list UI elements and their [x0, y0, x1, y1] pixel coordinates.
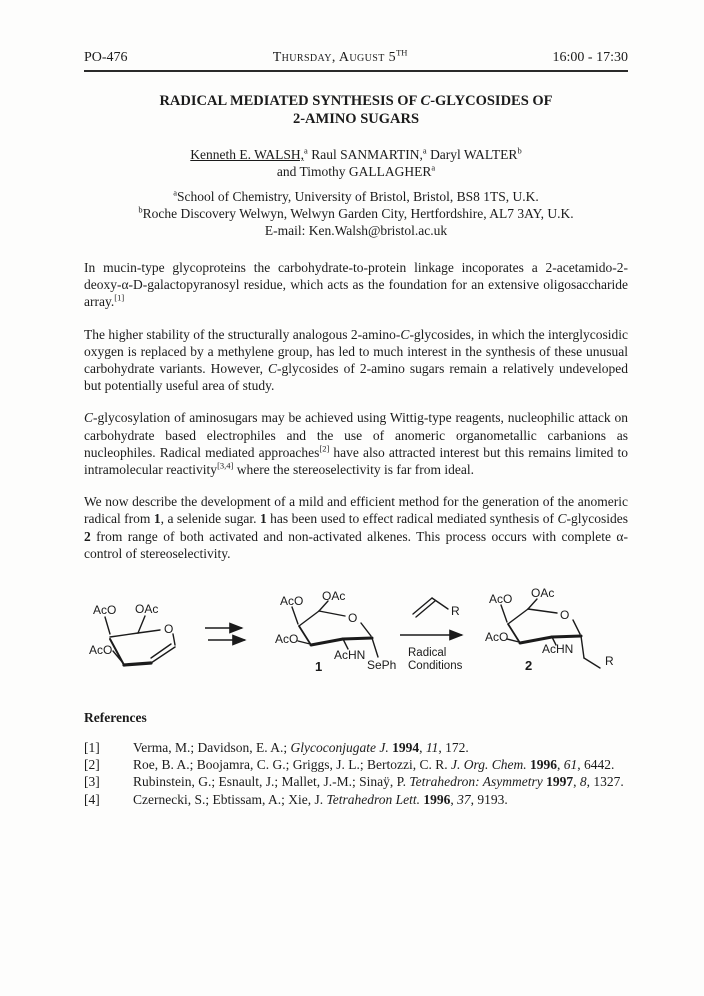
text-segment: Tetrahedron: Asymmetry	[409, 774, 543, 790]
alkene-structure	[413, 598, 448, 617]
c2-achn-label: AcHN	[542, 642, 574, 657]
author-line-1	[84, 146, 628, 163]
text-segment: C	[84, 410, 94, 426]
text-segment: 1996	[529, 757, 557, 773]
text-segment: E-mail: Ken.Walsh@bristol.ac.uk	[264, 223, 448, 238]
compound-2-structure	[501, 599, 600, 668]
text-segment: 11	[425, 740, 439, 756]
reference-item	[84, 739, 628, 756]
text-segment: -glycosides	[566, 511, 628, 527]
text-segment: , a selenide sugar.	[160, 511, 260, 527]
reference-label: [4]	[84, 791, 100, 807]
text-segment: Czernecki, S.; Ebtissam, A.; Xie, J.	[133, 791, 327, 807]
text-segment: 1	[259, 511, 267, 527]
text-segment: -glycosylation of aminosugars may be achieved using Wittig-type reagents, nucleophilic attack on carbohydrate based electrophiles and the use of anomeric organometallic carbanions as nucleophiles. Radical mediated approaches	[84, 410, 628, 460]
text-segment: 8	[579, 774, 587, 790]
text-segment: has been used to effect radical mediated synthesis of	[266, 511, 558, 527]
text-segment: , 9193.	[470, 791, 508, 807]
text-segment: ,	[573, 774, 580, 790]
session-day-suffix: TH	[396, 47, 408, 58]
text-segment: Tetrahedron Lett.	[326, 791, 420, 807]
c1-aco-top-label: AcO	[280, 594, 304, 609]
text-segment: 61	[563, 757, 578, 773]
text-segment: ,	[556, 757, 564, 773]
glycal-oac-top-label: OAc	[135, 602, 159, 617]
text-segment: 37	[457, 791, 471, 807]
c2-aco-top-label: AcO	[489, 592, 513, 607]
text-segment: Glycoconjugate J.	[290, 740, 389, 756]
reference-item	[84, 791, 628, 808]
author-line-2	[84, 163, 628, 180]
reaction-scheme	[84, 584, 628, 702]
text-segment: a	[431, 162, 436, 173]
text-segment: [2]	[319, 443, 330, 454]
reference-text	[133, 756, 628, 773]
c2-aco-left-label: AcO	[485, 630, 509, 645]
text-segment: RADICAL MEDIATED SYNTHESIS OF	[159, 93, 421, 109]
session-day-text: Thursday, August 5	[272, 50, 397, 65]
c1-aco-left-label: AcO	[275, 632, 299, 647]
header-rule	[84, 70, 628, 72]
text-segment: 1997	[546, 774, 574, 790]
multistep-arrows	[205, 628, 245, 640]
c2-ring-o-label: O	[560, 608, 570, 623]
reference-list	[84, 739, 628, 808]
text-segment: -GLYCOSIDES OF	[430, 93, 553, 109]
text-segment: , 172.	[438, 740, 469, 756]
session-code: PO-476	[84, 50, 128, 65]
text-segment: ,	[450, 791, 458, 807]
c1-seph-label: SePh	[367, 658, 397, 673]
session-header	[84, 47, 628, 66]
glycal-ring-o-label: O	[164, 622, 174, 637]
text-segment: In mucin-type glycoproteins the carbohydrate-to-protein linkage incoporates a 2-acetamido-2-deoxy-α-D-galactopyranosyl residue, which acts as the foundation for an extensive oligosaccharide array.	[84, 260, 628, 310]
text-segment: Rubinstein, G.; Esnault, J.; Mallet, J.-M.; Sinaÿ, P.	[133, 774, 410, 790]
abstract-paragraph-1	[84, 259, 628, 311]
abstract-paragraph-3	[84, 409, 628, 478]
reference-text	[133, 773, 628, 790]
session-day	[272, 47, 408, 66]
affiliations	[84, 188, 628, 239]
title-line-2	[84, 110, 628, 128]
compound-1-number: 1	[315, 659, 323, 675]
c1-oac-top-label: OAc	[322, 589, 346, 604]
text-segment: a	[304, 145, 308, 156]
text-segment: have also attracted interest but this remains limited to intramolecular reactivity	[84, 444, 628, 478]
text-segment: Raul SANMARTIN,	[307, 147, 423, 162]
text-segment: a	[173, 187, 177, 198]
references-heading: References	[84, 710, 147, 726]
text-segment: [1]	[114, 292, 125, 303]
text-segment: -glycosides, in which the interglycosidic oxygen is replaced by a methylene group, has led to much interest in the synthesis of these unusual carbohydrate variants. However,	[84, 326, 628, 377]
text-segment: Daryl WALTER	[426, 147, 518, 162]
alkene-r-label: R	[451, 604, 460, 619]
text-segment: from range of both activated and non-activated alkenes. This process occurs with complete α-control of stereoselectivity.	[84, 528, 628, 561]
title-line-1	[84, 92, 628, 110]
text-segment: 1996	[423, 791, 451, 807]
c1-ring-o-label: O	[348, 611, 358, 626]
glycal-aco-top-label: AcO	[93, 603, 117, 618]
email-line	[84, 222, 628, 239]
text-segment: b	[138, 204, 143, 215]
reference-label: [3]	[84, 774, 100, 790]
affiliation-a	[84, 188, 628, 205]
compound-2-number: 2	[525, 658, 533, 674]
text-segment: Roe, B. A.; Boojamra, C. G.; Griggs, J. L.; Bertozzi, C. R.	[133, 757, 451, 773]
reaction-scheme-container	[84, 584, 628, 702]
text-segment: where the stereoselectivity is far from ideal.	[233, 462, 475, 478]
affiliation-b	[84, 205, 628, 222]
text-segment: 2	[84, 528, 91, 544]
text-segment: 1	[153, 511, 161, 527]
text-segment: [3,4]	[217, 460, 234, 471]
text-segment: 1994	[392, 740, 420, 756]
text-segment: ,	[419, 740, 426, 756]
abstract-paragraph-4	[84, 493, 628, 562]
conditions-label-line1: Radical	[408, 647, 447, 660]
text-segment: C	[420, 93, 431, 109]
text-segment: We now describe the development of a mild and efficient method for the generation of the anomeric radical from	[84, 494, 628, 527]
glycal-aco-left-label: AcO	[89, 643, 113, 658]
c2-r-label: R	[605, 654, 614, 669]
text-segment: a	[422, 145, 427, 156]
text-segment: Verma, M.; Davidson, E. A.;	[133, 740, 291, 756]
reference-item	[84, 773, 628, 790]
c2-oac-top-label: OAc	[531, 586, 555, 601]
text-segment: J. Org. Chem.	[450, 757, 527, 773]
text-segment: School of Chemistry, University of Bristol, Bristol, BS8 1TS, U.K.	[177, 189, 539, 204]
text-segment: C	[400, 326, 410, 342]
text-segment: Kenneth E. WALSH,	[190, 147, 305, 162]
text-segment: b	[517, 145, 522, 156]
text-segment: , 1327.	[586, 774, 624, 790]
author-list	[84, 146, 628, 180]
session-time: 16:00 - 17:30	[552, 50, 628, 65]
text-segment: and Timothy GALLAGHER	[276, 164, 432, 179]
reference-label: [2]	[84, 757, 100, 773]
reference-text	[133, 739, 628, 756]
conditions-label-line2: Conditions	[408, 660, 463, 673]
text-segment: 2-AMINO SUGARS	[292, 111, 420, 127]
reference-item	[84, 756, 628, 773]
abstract-title	[84, 92, 628, 128]
text-segment: , 6442.	[577, 757, 615, 773]
abstract-paragraph-2	[84, 326, 628, 395]
text-segment: C	[268, 361, 278, 377]
text-segment: Roche Discovery Welwyn, Welwyn Garden City, Hertfordshire, AL7 3AY, U.K.	[142, 206, 574, 221]
c1-achn-label: AcHN	[334, 648, 366, 663]
text-segment: C	[557, 511, 567, 527]
reference-label: [1]	[84, 740, 100, 756]
text-segment: -glycosides of 2-amino sugars remain a relatively undeveloped but potentially useful area of study.	[84, 361, 628, 394]
text-segment: The higher stability of the structurally analogous 2-amino-	[84, 326, 401, 342]
page-content	[84, 0, 628, 808]
reference-text	[133, 791, 628, 808]
